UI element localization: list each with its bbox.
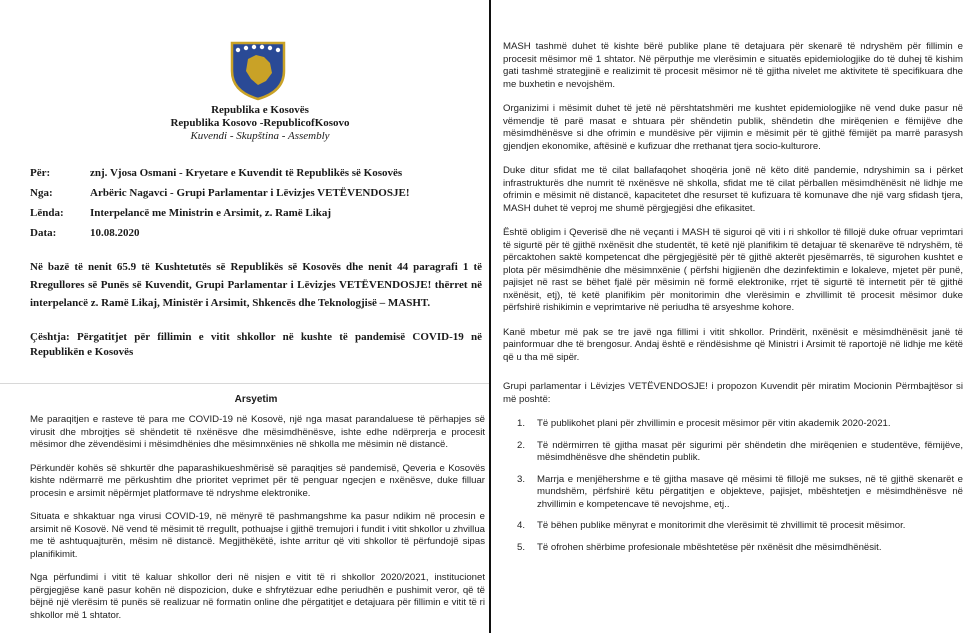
meta-value: Arbëric Nagavci - Grupi Parlamentar i Lëvizjes VETËVENDOSJE!	[90, 187, 410, 199]
list-text: Të publikohet plani për zhvillimin e procesit mësimor për vitin akademik 2020-2021.	[537, 418, 891, 429]
meta-row-to	[30, 163, 480, 183]
rationale-paragraph: Situata e shkaktuar nga virusi COVID-19, në mënyrë të pashmangshme ka pasur ndikim në procesin e arsimit në Kosovë. Në vend të mësimit të rregullt, pothuajse i gjithë tremujori i fundit i vitit shkollor u zhvillua me të ashtuquajturën, mësim në distancë. Megjithëkëtë, ishte arritur që viti shkollor të përfundojë sipas planifikimit.	[30, 511, 485, 560]
right-column-text	[503, 41, 963, 376]
motion-intro: Grupi parlamentar i Lëvizjes VETËVENDOSJE! i propozon Kuvendit për miratim Mocionin Përmbajtësor si më poshtë:	[503, 381, 963, 405]
meta-label: Për:	[30, 167, 51, 179]
meta-label: Data:	[30, 227, 57, 239]
list-item	[503, 474, 963, 512]
motion-section	[503, 381, 963, 563]
list-item	[503, 542, 963, 555]
list-number: 3.	[517, 473, 526, 485]
body-paragraph: Kanë mbetur më pak se tre javë nga fillimi i vitit shkollor. Prindërit, nxënësit e mësimdhënësit janë të painformuar dhe të brengosur. Andaj është e rëndësishme që Ministri i Arsimit të raportojë në lidhje me këtë që u tha më sipër.	[503, 326, 963, 363]
list-text: Të ofrohen shërbime profesionale mbështetëse për nxënësit dhe mësimdhënësit.	[537, 541, 882, 553]
meta-label: Lënda:	[30, 207, 64, 219]
header-line-assembly: Kuvendi - Skupština - Assembly	[190, 130, 330, 142]
list-number: 4.	[517, 520, 526, 531]
rationale-section	[30, 414, 485, 633]
intro-paragraph: Në bazë të nenit 65.9 të Kushtetutës së Republikës së Kosovës dhe nenit 44 paragrafi 1 të Rregullores së Punës së Kuvendit, Grupi Parlamentar i Lëvizjes VETËVENDOSJE! thërret në interpelancë z. Ramë Likaj, Ministër i Arsimit, Shkencës dhe Teknologjisë – MASHT.	[30, 261, 482, 309]
body-paragraph: Duke ditur sfidat me të cilat ballafaqohet shoqëria jonë në këto ditë pandemie, ndryshimin sa i përket infrastrukturës dhe numrit të nxënësve në shkolla, sfidat me të cilat përballen mësimdhënësit në lidhje me ofrimin e mësimit në distancë, kapacitetet dhe resurset të kufizuara të komunave dhe një varg sfidash tjera, MASH duhet të veproj me shumë përgjegjësi dhe efikasitet.	[503, 165, 963, 214]
list-number: 5.	[517, 541, 526, 553]
list-item	[503, 520, 963, 533]
motion-list	[503, 418, 963, 554]
issue-paragraph: Çështja: Përgatitjet për fillimin e vitit shkollor në kushte të pandemisë COVID-19 në Republikën e Kosovës	[30, 331, 482, 358]
kosovo-coat-of-arms-icon	[226, 37, 290, 101]
body-paragraph: Është obligim i Qeverisë dhe në veçanti i MASH të siguroi që viti i ri shkollor të fillojë duke ofruar veprimtari të sigurtë për të gjithë nxënësit dhe studentët, të ketë një planifikim të detajuar të skenarëve të ndryshëm, të përcaktohen saktë kompetencat dhe përgjegjësitë për të gjithë akterët pjesëmarrës, të sigurohen kushtet e plota për mësimdhënie dhe mësimnxënie ( përfshi higjienën dhe dezinfektimin e lokaleve, mjetet për punë, pajisjet në rast se bëhet fjalë për mësimin në formë elektronike, rrjet të sigurtë të internetit për të gjithë nxënësit, etj), të ketë planifikim për monitorimin dhe vlerësimin e zhvillimit të procesit mësimor duke përfshirë rishikimin e veprimtarive në periudha të arsyeshme kohore.	[503, 227, 963, 313]
rationale-paragraph: Nga përfundimi i vitit të kaluar shkollor deri në nisjen e vitit të ri shkollor 2020/2021, institucionet përgjegjëse kanë pasur kohën në dispozicion, duke e shfrytëzuar edhe periudhën e pushimit veror, që të bëjnë një vlerësim të punës së realizuar në formatin online dhe përgatitjet e detajuara për fillimin e vitit të ri shkollor më 1 shtator.	[30, 572, 485, 621]
list-number: 1.	[517, 418, 526, 429]
list-text: Të bëhen publike mënyrat e monitorimit dhe vlerësimit të zhvillimit të procesit mësimor.	[537, 520, 906, 531]
page-divider	[489, 0, 491, 633]
header-line-albanian: Republika e Kosovës	[211, 104, 309, 116]
rationale-paragraph: Me paraqitjen e rasteve të para me COVID-19 në Kosovë, një nga masat parandaluese të përhapjes së virusit dhe mbrojtjes së shëndetit të nxënësve dhe mësimdhënësve, ishte edhe ndërprerja e procesit mësimor dhe zëvendësimi i mësimdhënies dhe mësimnxënies në shkolla me mësimin në distancë.	[30, 414, 485, 450]
list-text: Të ndërmirren të gjitha masat për sigurimi për shëndetin dhe mirëqenien e studentëve, fëmijëve, mësimdhënësve dhe shëndetin publik.	[537, 439, 963, 463]
meta-value: 10.08.2020	[90, 227, 140, 239]
rationale-paragraph: Përkundër kohës së shkurtër dhe paparashikueshmërisë së paraqitjes së pandemisë, Qeveria e Kosovës kishte ndërmarrë me përkushtim dhe prioritet veprimet për të penguar ngecjen e nxënësve, duke filluar procesin e arsimit nëpërmjet platformave të ndryshme elektronike.	[30, 462, 485, 499]
rationale-heading: Arsyetim	[234, 394, 278, 405]
body-paragraph: MASH tashmë duhet të kishte bërë publike plane të detajuara për skenarë të ndryshëm për fillimin e procesit mësimor më 1 shtator. Në përputhje me vlerësimin e situatës epidemiologjike do të duhej të kishim gati tashmë strategjinë e realizimit të procesit mësimor në të gjitha nivelet me aktivitete të specifikuara dhe me buxhetin e nevojshëm.	[503, 41, 963, 90]
list-item	[503, 418, 963, 431]
meta-row-from	[30, 183, 480, 203]
meta-value: Interpelancë me Ministrin e Arsimit, z. Ramë Likaj	[90, 207, 332, 219]
body-paragraph: Organizimi i mësimit duhet të jetë në përshtatshmëri me kushtet epidemiologjike në vend duke pasur në vëmendje të parë masat e shtuara për shëndetin publik, shëndetin dhe mirëqenien e fëmijëve dhe mësimdhënësve si dhe ofrimin e mundësive për vijimin e mësimit për të gjithë fëmijët pa marrë parasysh gjendjen ekonomike, aftësinë e kufizuar dhe rrethanat tjera socio-kulturore.	[503, 103, 963, 152]
section-divider	[0, 383, 489, 384]
meta-row-subject	[30, 203, 480, 223]
list-text: Marrja e menjëhershme e të gjitha masave që mësimi të fillojë me sukses, në të gjithë skenarët e mundshëm, përfshirë këtu përgatitjen e objekteve, pajisjet, mbështetjen e mësimdhënësve në zhvillimin e kompetencave të nevojshme, etj..	[537, 473, 963, 510]
list-number: 2.	[517, 439, 526, 451]
republic-header	[150, 104, 370, 143]
meta-row-date	[30, 223, 480, 243]
list-item	[503, 440, 963, 465]
meta-label: Nga:	[30, 187, 53, 199]
header-line-multilingual: Republika Kosovo -RepublicofKosovo	[170, 117, 350, 129]
memo-meta	[30, 163, 480, 243]
meta-value: znj. Vjosa Osmani - Kryetare e Kuvendit të Republikës së Kosovës	[90, 167, 403, 179]
